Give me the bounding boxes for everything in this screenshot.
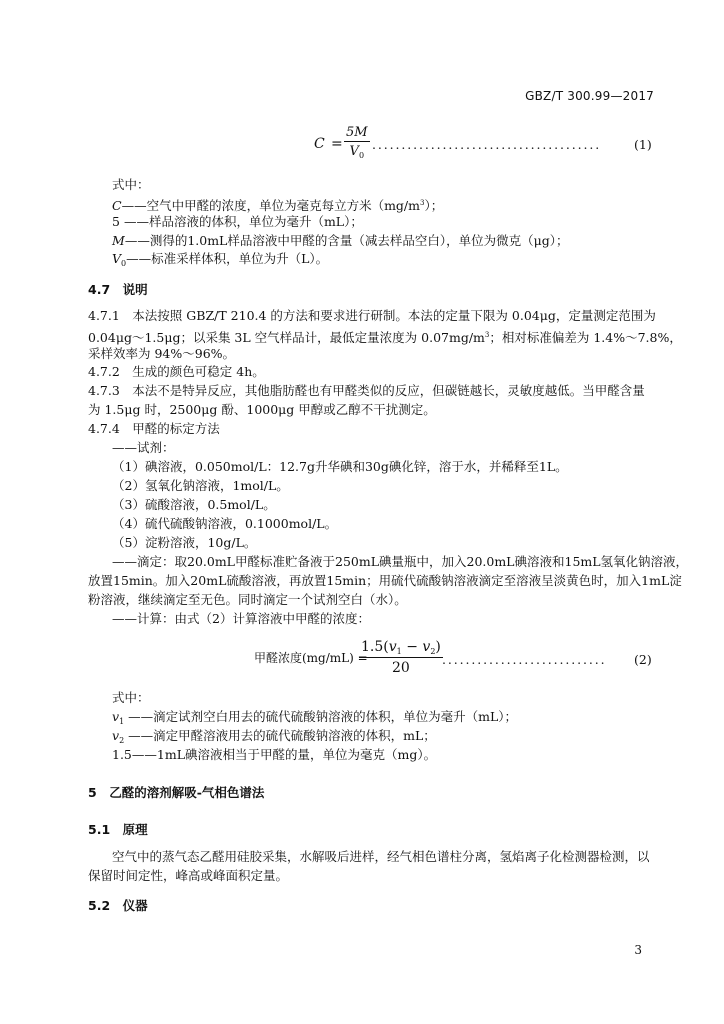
formula-1-den-sub: 0 <box>358 151 365 160</box>
where-2-item-1-5: 1.5——1mL碘溶液相当于甲醛的量，单位为毫克（mg）。 <box>112 747 437 762</box>
reagent-item: （5）淀粉溶液，10g/L。 <box>112 535 257 550</box>
where-1-item-m: M——测得的1.0mL样品溶液中甲醛的含量（减去样品空白），单位为微克（μg）； <box>112 233 569 248</box>
p474-title: 4.7.4 甲醛的标定方法 <box>88 421 220 436</box>
formula-1-leader: ....................................... <box>372 137 602 152</box>
where-2-item-v1: $v_1$ ——滴定试剂空白用去的硫代硫酸钠溶液的体积，单位为毫升（mL）； <box>112 709 518 726</box>
titration-line2: 放置15min。加入20mL硫酸溶液，再放置15min；用硫代硫酸钠溶液滴定至溶液呈淡黄色时，加入1mL淀 <box>88 573 682 588</box>
page-number: 3 <box>634 943 642 957</box>
where-2-item-v2: $v_2$ ——滴定甲醛溶液用去的硫代硫酸钠溶液的体积，mL； <box>112 728 436 745</box>
formula-2-numerator: $1.5(v_1 - v_2)$ <box>361 639 441 656</box>
section-5-1-line1: 空气中的蒸气态乙醛用硅胶采集，水解吸后进样，经气相色谱柱分离，氢焰离子化检测器检测，以 <box>112 849 650 864</box>
fraction-bar <box>344 141 370 142</box>
reagent-item: （4）硫代硫酸钠溶液，0.1000mol/L。 <box>112 516 338 531</box>
section-5-heading: 5 乙醛的溶剂解吸-气相色谱法 <box>88 785 265 800</box>
where-1-item-5: 5 ——样品溶液的体积，单位为毫升（mL）； <box>112 214 363 229</box>
where-1-item-v0: $V_0——$标准采样体积，单位为升（L）。 <box>112 251 329 268</box>
formula-2-denominator: 20 <box>392 660 410 676</box>
formula-1-fraction <box>344 125 370 160</box>
p473-line2: 为 1.5μg 时，2500μg 酚、1000μg 甲醇或乙醇不干扰测定。 <box>88 402 436 417</box>
section-4-7-heading: 4.7 说明 <box>88 282 148 297</box>
standard-code: GBZ/T 300.99—2017 <box>525 89 654 103</box>
section-5-1-line2: 保留时间定性，峰高或峰面积定量。 <box>88 868 289 883</box>
fraction-bar <box>359 657 443 658</box>
formula-2-leader: ............................ <box>442 652 607 667</box>
where-1-label: 式中： <box>112 177 150 192</box>
where-1-item-c: C——空气中甲醛的浓度，单位为毫克每立方米$(mg/m^3)$； <box>112 198 444 213</box>
formula-1-numerator: 5M <box>346 125 368 140</box>
reagent-item: （1）碘溶液，0.050mol/L：12.7g升华碘和30g碘化锌，溶于水，并稀释至1L。 <box>112 459 568 474</box>
reagents-label: ——试剂： <box>112 440 175 455</box>
reagent-item: （3）硫酸溶液，0.5mol/L。 <box>112 497 276 512</box>
formula-1-eq: = <box>331 136 343 152</box>
section-5-1-heading: 5.1 原理 <box>88 822 148 837</box>
titration-line1: ——滴定：取20.0mL甲醛标准贮备液于250mL碘量瓶中，加入20.0mL碘溶液和15mL氢氧化钠溶液， <box>112 554 689 569</box>
where-2-label: 式中： <box>112 690 150 705</box>
calculation-line: ——计算：由式（2）计算溶液中甲醛的浓度： <box>112 611 370 626</box>
formula-2-fraction <box>359 639 443 676</box>
reagent-item: （2）氢氧化钠溶液，1mol/L。 <box>112 478 289 493</box>
p471-line3: 采样效率为 94%～96%。 <box>88 346 236 361</box>
titration-line3: 粉溶液，继续滴定至无色。同时滴定一个试剂空白（水）。 <box>88 592 407 607</box>
p472: 4.7.2 生成的颜色可稳定 4h。 <box>88 364 265 379</box>
section-5-2-heading: 5.2 仪器 <box>88 898 148 913</box>
p471-line2: 0.04μg～1.5μg；以采集 3L 空气样品计，最低定量浓度为 $0.07mg/m^3$；相对标准偏差为 1.4%～7.8%， <box>88 330 682 345</box>
formula-1-den-var: V <box>349 144 359 159</box>
formula-2-lhs: 甲醛浓度(mg/mL) = <box>254 651 368 665</box>
formula-2-number: (2) <box>634 652 652 667</box>
p473-line1: 4.7.3 本法不是特异反应，其他脂肪醛也有甲醛类似的反应，但碳链越长，灵敏度越低。当甲醛含量 <box>88 383 645 398</box>
p471-line1: 4.7.1 本法按照 GBZ/T 210.4 的方法和要求进行研制。本法的定量下限为 0.04μg，定量测定范围为 <box>88 308 656 323</box>
formula-1-lhs: C <box>314 136 325 152</box>
formula-1-number: (1) <box>634 137 652 152</box>
